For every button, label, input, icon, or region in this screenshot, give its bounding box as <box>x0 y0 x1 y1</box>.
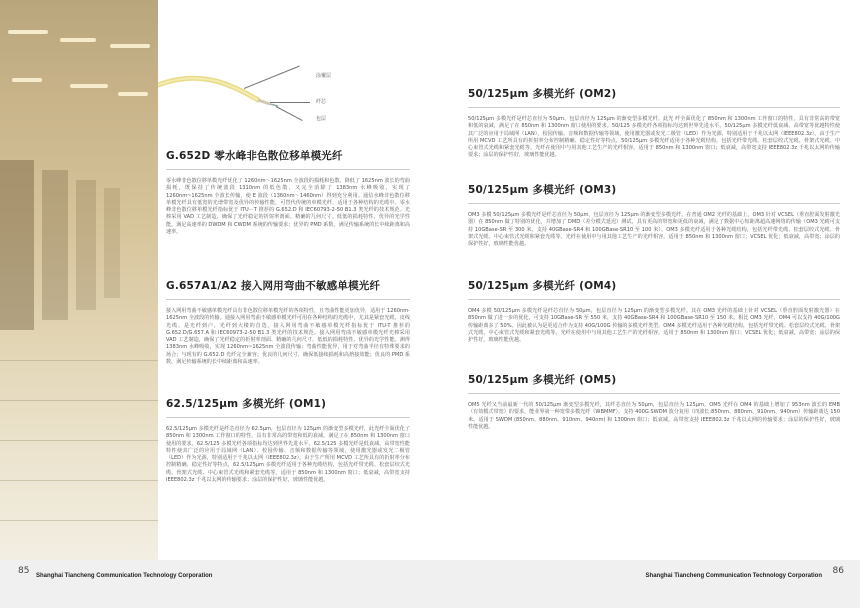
section-body: OM3 多模 50/125μm 多模光纤是纤芯直径为 50μm，包层直径为 125μm 的渐变型多模光纤。在普通 OM2 光纤的基础上，OM3 针对 VCSEL（垂直腔面发射激光器）在 850nm 做了特别的优化，并增加了 DMD（差分模式延迟）测试，具有更高的带宽和更低的衰减，满足了数据中心短距离超高速网络的传输（OM3 光缆可支持 10GBase-SR 至 300 米，支持 40GBase-SR4 和 100GBase-SR10 至 100 米）。OM3 多模光纤适用于各种光缆结构，包括光纤带光缆、松套层绞式光缆、骨架式光缆、中心束管式光缆和紧套光缆等。光纤在使用中与用其他工艺生产的光纤相容。适用于 850nm 和 1300nm 窗口；VCSEL 优化；低衰减，高带宽；涂层的保护性好，玻璃性能优越。 <box>468 212 840 248</box>
section-title: 50/125μm 多模光纤 (OM4) <box>468 280 617 292</box>
section-title: G.652D 零水峰非色散位移单模光纤 <box>166 150 343 162</box>
data-center-photo <box>0 0 158 560</box>
divider <box>166 169 410 170</box>
section-title: 62.5/125μm 多模光纤 (OM1) <box>166 398 327 410</box>
section-body: 零水峰非色散位移单模光纤优化了 1260nm～1625nm 全波段的损耗和色散，降低了 1625nm 波长的弯曲损耗，既保持了传统波段 1310nm 的低色散，又完全消除了 1383nm 水峰吸收，实现了 1260nm~1625nm 全波长传输，使 E 波段（1360nm～1460nm）得到充分利用。通信水峰非色散位移单模光纤具有低宽的光谱带宽及优异的传输性能，可替代传统的单模光纤，适用于各种结构的光缆中。零水峰非色散位移单模光纤指标优于 ITU－T 推荐的 G.652.D 和 IEC60793-2-50 B1.3 类光纤的技术规范。光棒采用 VAD 工艺制造，确保了光纤稳定的折射率剖面、精确的几何尺寸。低低的损耗特性、优异的光学性能。满足高速率的 DWDM 和 CWDM 系统的传输要求；优异的 PMD 系数，满足传输系统的长中续距离和高速率。 <box>166 178 410 236</box>
right-page-number: 86 <box>832 566 844 576</box>
section-om3 <box>468 182 840 248</box>
divider <box>166 417 410 418</box>
section-body: 62.5/125μm 多模光纤是纤芯直径为 62.5μm，包层直径为 125μm 的渐变型多模光纤，此光纤全面优化了 850nm 和 1300nm 工作窗口的特性，具有非常高的带宽和低的衰减，满足了在 850nm 和 1300nm 窗口使用的要求。62.5/125 多模光纤各项指标均达到世界先进水平。62.5/125 多模光纤是低衰减、高带宽性能特性使其广泛的应用于局域网（LAN）、校园传输、音频和数据传输等领域，使用激光器或发光二极管（LED）作为光源，特别适用于千兆以太网（IEEE802.3z）。由于生产所用 MCVD 工艺所具有的折射率分布控制精确、稳定性好等特点，62.5/125μm 多模光纤适用于各种光缆结构，包括光纤带光缆、松套层绞式光缆、骨架式光缆、中心束管式光缆和紧套光缆等。适用于 850nm 和 1300nm 窗口；低衰减，高带宽支持 IEEE802.3z 千兆以太网的传输要求；涂层的保护性好，玻璃性能优越。 <box>166 426 410 484</box>
divider <box>468 299 840 300</box>
section-body: OM5 光纤又当前最新一代的 50/125μm 渐变型多模光纤，其纤芯直径为 50μm，包层直径为 125μm。OM5 光纤在 OM4 的基础上增加了 953nm 波长的 EMB（有效模式带宽）的要求，能业界第一种宽带多模光纤（WBMMF）。支持 400G SWDM 波分复用（四波长:850nm、880nm、910nm、940nm）传输距离达 150 米。适用于 SWDM (850nm、880nm、910nm、940nm) 和 1300nm 窗口；低衰减，高带宽支持 IEEE802.3z 千兆以太网的传输要求；涂层的保护性好，玻璃性能优越。 <box>468 402 840 430</box>
section-om4 <box>468 278 840 344</box>
section-title: G.657A1/A2 接入网用弯曲不敏感单模光纤 <box>166 280 381 292</box>
fiber-cross-section-diagram <box>158 40 358 150</box>
right-company-name: Shanghai Tiancheng Communication Technology Corporation <box>645 573 822 579</box>
section-body: 50/125μm 多模光纤是纤芯直径为 50μm、包层直径为 125μm 的渐变型多模光纤。此光 纤全面优化了 850nm 和 1300nm 工作窗口的特性，具有非常高的带宽和低的衰减，满足了在 850nm 和 1300nm 窗口使用的要求。50/125 多模光纤各项指标均达到世界先进水平。50/125μm 多模光纤低衰减、高带宽等优越特性使其广泛的应用于局域网（LAN）、校园传输、音频和数据传输等领域，使用激光器或发光二极管（LED）作为光源，特别适用于千兆以太网（IEEE802.3z）。由于生产所用 MCVD 工艺所具有的折射率分布控制精确、稳定性好等特点，50/125μm 多模光纤适用于各种光缆结构，包括光纤带光缆、松套层绞式光缆、骨架式光缆、中心束管式光缆和紧套光缆等。光纤在使用中与用其他工艺生产的光纤相容。适用于 850nm 和 1300nm 窗口；低衰减，高带宽支持 IEEE802.3z 千兆以太网的传输要求；涂层的保护性好，玻璃性能优越。 <box>468 116 840 159</box>
divider <box>468 203 840 204</box>
section-g652d <box>166 148 410 236</box>
divider <box>468 393 840 394</box>
section-g657 <box>166 278 410 366</box>
core-label: 纤芯 <box>316 99 327 105</box>
section-om2 <box>468 86 840 160</box>
section-om1 <box>166 396 410 484</box>
coating-label: 涂覆层 <box>316 73 332 79</box>
divider <box>468 107 840 108</box>
left-company-name: Shanghai Tiancheng Communication Technology Corporation <box>36 573 213 579</box>
section-title: 50/125μm 多模光纤 (OM2) <box>468 88 617 100</box>
section-title: 50/125μm 多模光纤 (OM3) <box>468 184 617 196</box>
divider <box>166 299 410 300</box>
cladding-label: 包层 <box>316 116 327 122</box>
left-page-number: 85 <box>18 566 30 576</box>
section-body: 接入网用弯曲不敏感单模光纤具有非色散位移单模光纤的各项特性，且弯曲性能更加优异，适用于 1260nm-1625nm 全波段的传输。通接入网用弯曲不敏感单模光纤可用在各种结构的光缆中，尤其是紧套光缆、皮线光缆、是光纤到户、光纤到大楼的首选。接入网用弯曲不敏感单模光纤指标优于 ITU-T 推荐的 G.652.D/G.657.A 和 IEC60973-2-50 B1.3 类光纤的技术规范。接入网用弯曲不敏感单模光纤光棒采用 VAD 工艺制造，确保了光纤稳定的折射率剖面、精确的几何尺寸，低低的损耗特性、优异的光学性能。测得 1383nm 水峰吸收，实现 1260nm~1625nm 全波段传输；弯曲性能优异，用于对弯曲半径有特殊要求的场合；与现有的 G.652.D 光纤完全兼容；优良的几何尺寸，确保低接续损耗和高熔接效能；优良的 PMD 系数，满足传输系统的长中续距离和高速率。 <box>166 308 410 366</box>
right-page <box>430 0 860 608</box>
footer-bar <box>0 560 860 608</box>
fiber-illustration <box>158 40 358 150</box>
section-body: OM4 多模 50/125μm 多模光纤是纤芯直径为 50μm，包层直径为 125μm 的渐变型多模光纤。其在 OM3 光纤的基础上针对 VCSEL（垂直腔面发射激光器）在 850nm 做了进一步的优化，可支持 10GBase-SR 至 550 米，支持 40GBase-SR4 和 100GBase-SR10 至 150 米。相比 OM3 光纤，OM4 可以支持 40G/100G 传输距离多了 50%。因此被认为是更适合作为支持 40G/100G 传输的多模光纤类型。OM4 多模光纤适用于各种光缆结构，包括光纤带光缆、松套层绞式光缆、骨架式光缆、中心束管式光缆和紧套光缆等。光纤在使用中与用其他工艺生产的光纤相容。适用于 850nm 和 1300nm 窗口；VCSEL 优化；低衰减，高带宽；涂层的保护性好，玻璃性能优越。 <box>468 308 840 344</box>
section-title: 50/125μm 多模光纤 (OM5) <box>468 374 617 386</box>
section-om5 <box>468 372 840 431</box>
